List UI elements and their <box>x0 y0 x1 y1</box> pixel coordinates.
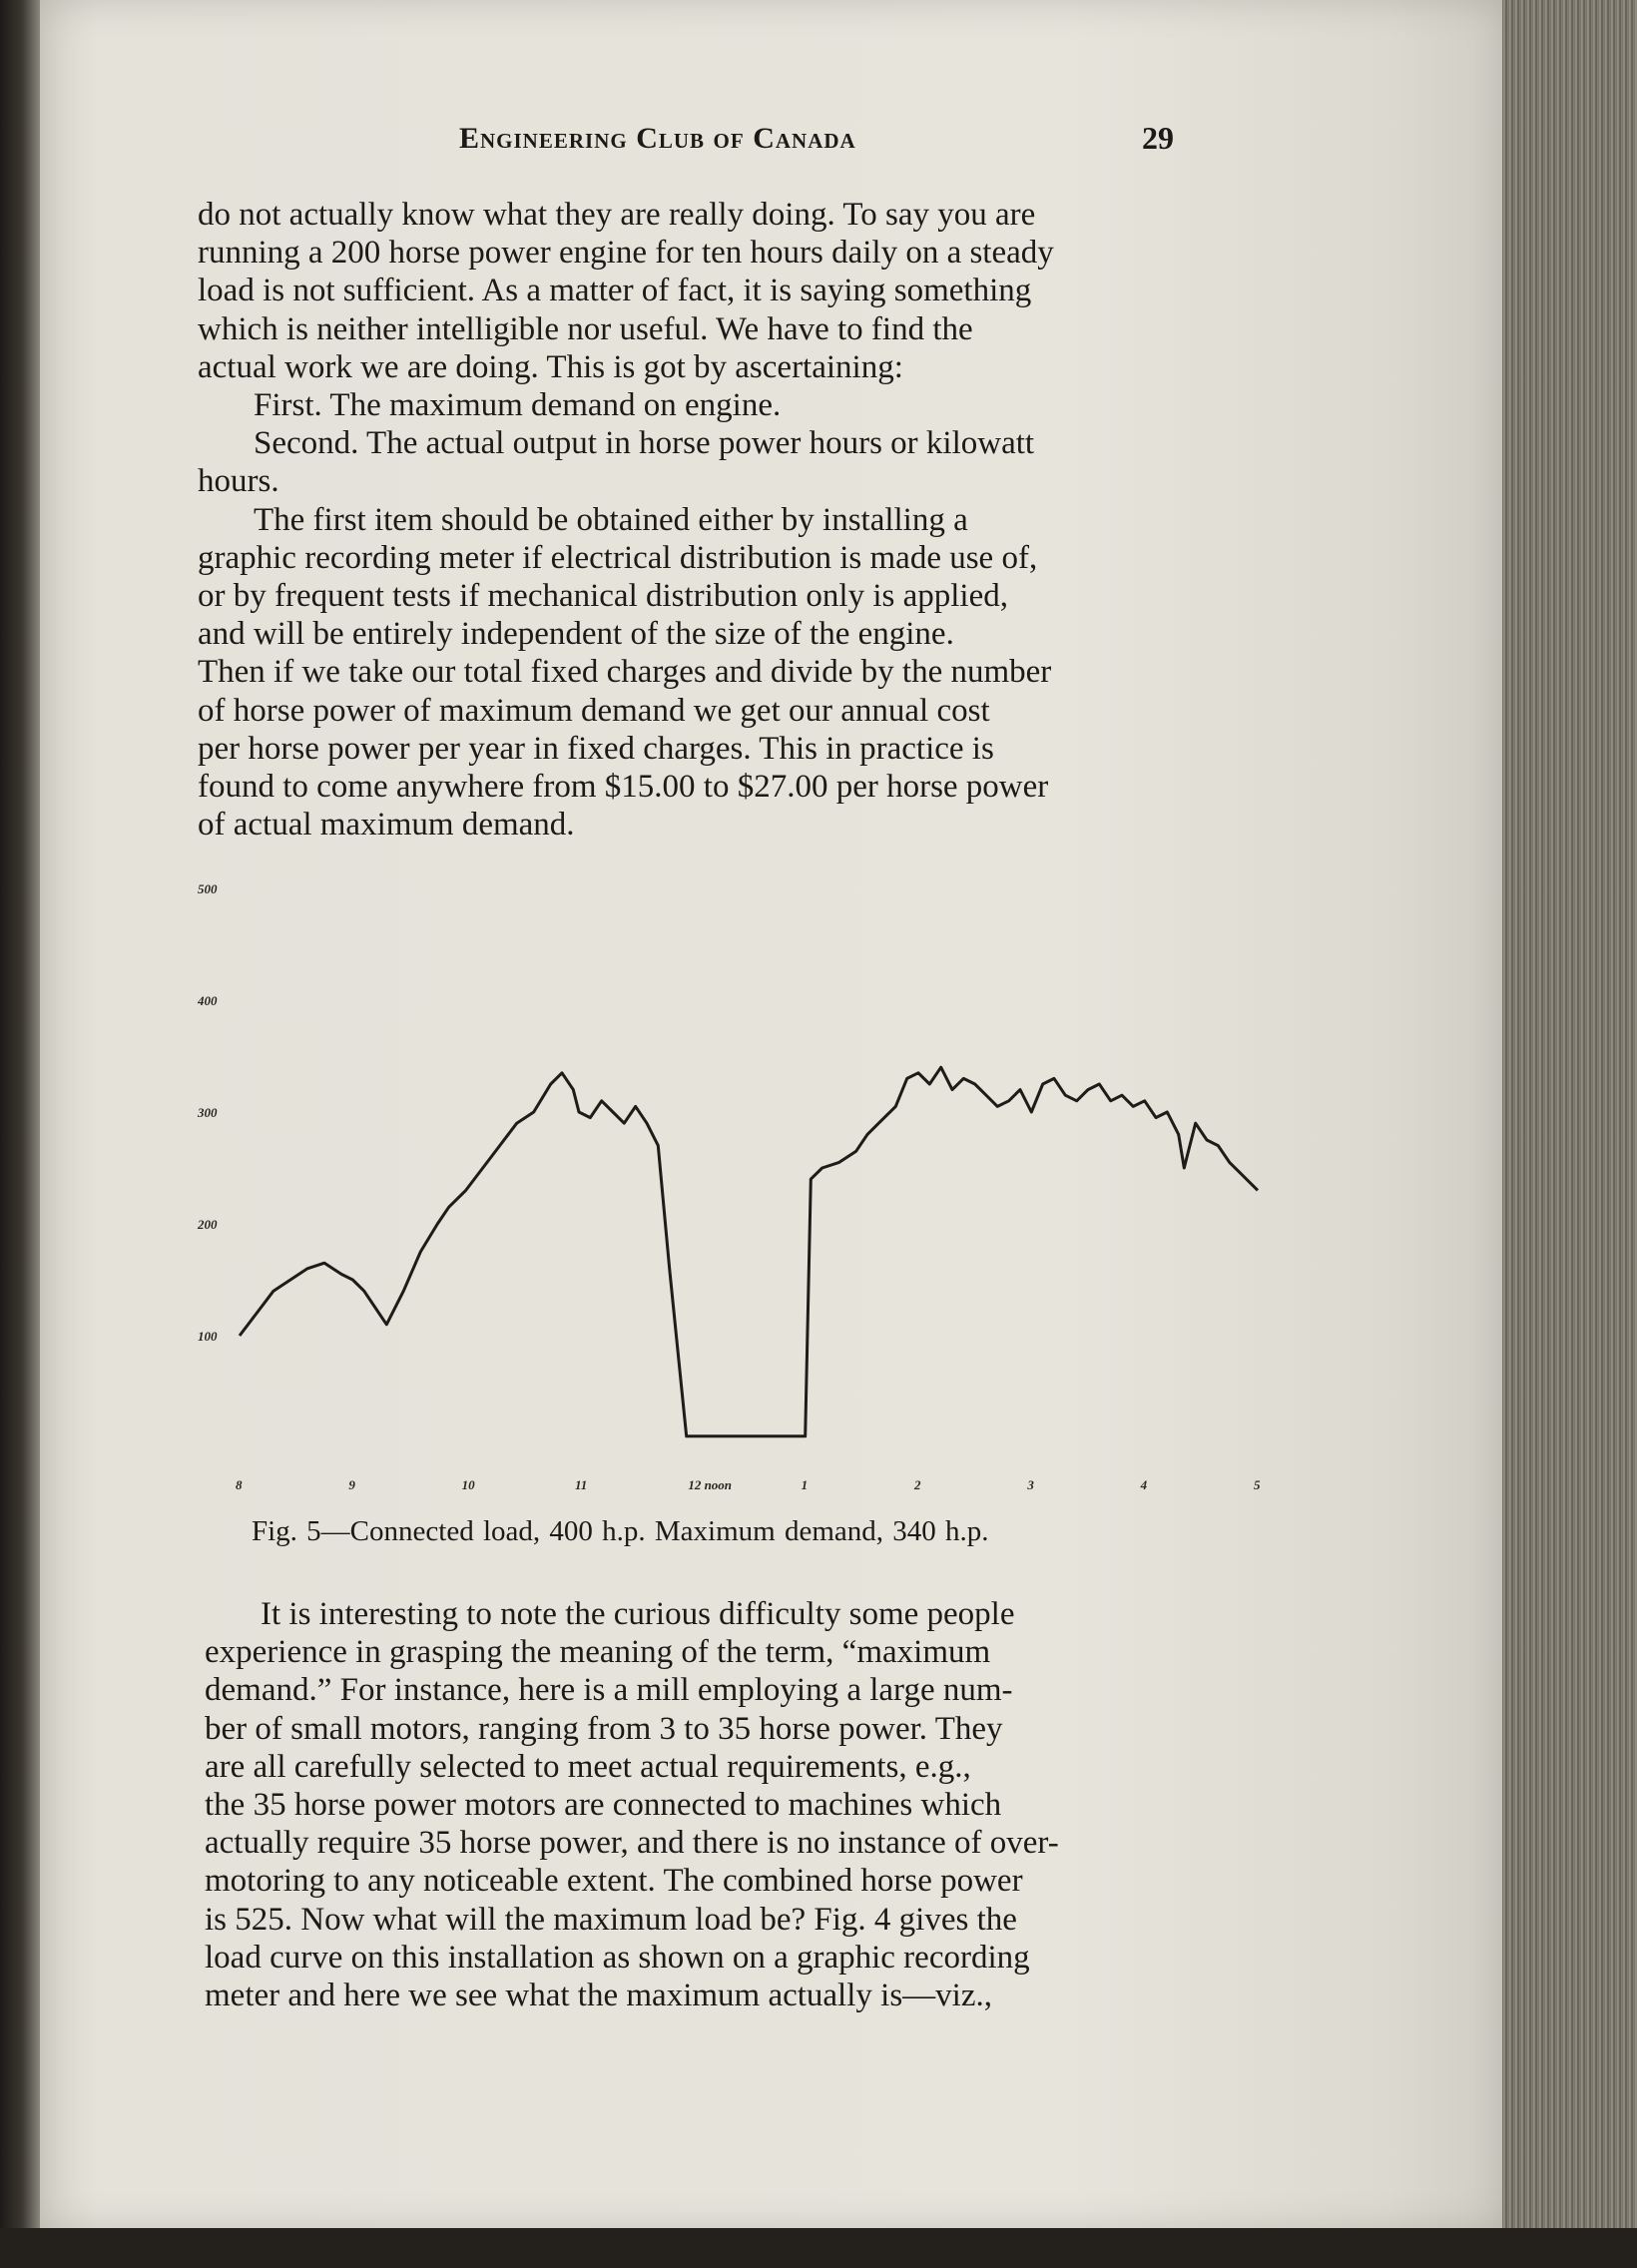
x-tick-label: 1 <box>801 1477 809 1492</box>
x-tick-label: 3 <box>1027 1477 1034 1492</box>
x-tick-label: 2 <box>914 1477 921 1492</box>
body-text-top <box>198 196 1216 844</box>
text-line: which is neither intelligible nor useful. We have to find the <box>198 310 973 347</box>
book-spine-shadow <box>0 0 40 2268</box>
text-line: is 525. Now what will the maximum load be? Fig. 4 gives the <box>205 1901 1017 1938</box>
x-tick-label: 4 <box>1140 1477 1148 1492</box>
text-line: It is interesting to note the curious difficulty some people <box>261 1596 1015 1632</box>
text-line: the 35 horse power motors are connected to machines which <box>205 1787 1002 1824</box>
text-line: graphic recording meter if electrical distribution is made use of, <box>198 539 1038 576</box>
text-line: meter and here we see what the maximum actually is—viz., <box>205 1978 992 2014</box>
text-line: experience in grasping the meaning of the term, “maximum <box>205 1634 991 1671</box>
text-line: ber of small motors, ranging from 3 to 35 horse power. They <box>205 1710 1003 1747</box>
x-tick-label: 10 <box>461 1477 475 1492</box>
book-bottom-edge <box>0 2228 1637 2268</box>
x-tick-label: 8 <box>236 1477 243 1492</box>
text-line: motoring to any noticeable extent. The combined horse power <box>205 1863 1023 1900</box>
figure-caption: Fig. 5—Connected load, 400 h.p. Maximum demand, 340 h.p. <box>252 1515 989 1547</box>
text-line: Second. The actual output in horse power hours or kilowatt <box>254 425 1035 462</box>
text-line: Then if we take our total fixed charges and divide by the number <box>198 654 1052 691</box>
text-line: do not actually know what they are really doing. To say you are <box>198 197 1036 233</box>
text-line: demand.” For instance, here is a mill employing a large num- <box>205 1672 1013 1709</box>
text-line: found to come anywhere from $15.00 to $27.00 per horse power <box>198 769 1049 806</box>
y-tick-label: 100 <box>198 1329 218 1344</box>
y-tick-label: 400 <box>198 993 218 1008</box>
body-text-bottom <box>205 1595 1235 2014</box>
text-line: of horse power of maximum demand we get our annual cost <box>198 692 990 729</box>
text-line: load is not sufficient. As a matter of fact, it is saying something <box>198 273 1032 309</box>
book-page-edges <box>1502 0 1637 2236</box>
y-tick-label: 300 <box>198 1105 218 1120</box>
x-tick-label: 12 noon <box>688 1477 733 1492</box>
text-line: The first item should be obtained either by installing a <box>254 501 968 538</box>
load-curve-chart <box>180 858 1288 1497</box>
x-tick-label: 9 <box>348 1477 355 1492</box>
y-tick-label: 200 <box>198 1217 218 1232</box>
text-line: per horse power per year in fixed charges. This in practice is <box>198 730 994 767</box>
load-curve-line <box>240 1067 1258 1436</box>
load-curve-svg <box>180 858 1288 1497</box>
text-line: and will be entirely independent of the size of the engine. <box>198 616 954 653</box>
running-head: Engineering Club of Canada <box>459 122 856 155</box>
text-line: First. The maximum demand on engine. <box>254 387 782 424</box>
y-tick-label: 500 <box>198 881 218 896</box>
text-line: or by frequent tests if mechanical distribution only is applied, <box>198 578 1008 615</box>
text-line: are all carefully selected to meet actual requirements, e.g., <box>205 1748 971 1785</box>
x-tick-label: 5 <box>1254 1477 1261 1492</box>
x-tick-label: 11 <box>575 1477 588 1492</box>
text-line: running a 200 horse power engine for ten hours daily on a steady <box>198 235 1054 272</box>
text-line: actually require 35 horse power, and there is no instance of over- <box>205 1825 1059 1862</box>
text-line: load curve on this installation as shown on a graphic recording <box>205 1939 1030 1976</box>
text-line: actual work we are doing. This is got by ascertaining: <box>198 348 903 385</box>
text-line: hours. <box>198 463 279 500</box>
page-number: 29 <box>1142 120 1174 156</box>
text-line: of actual maximum demand. <box>198 807 575 844</box>
